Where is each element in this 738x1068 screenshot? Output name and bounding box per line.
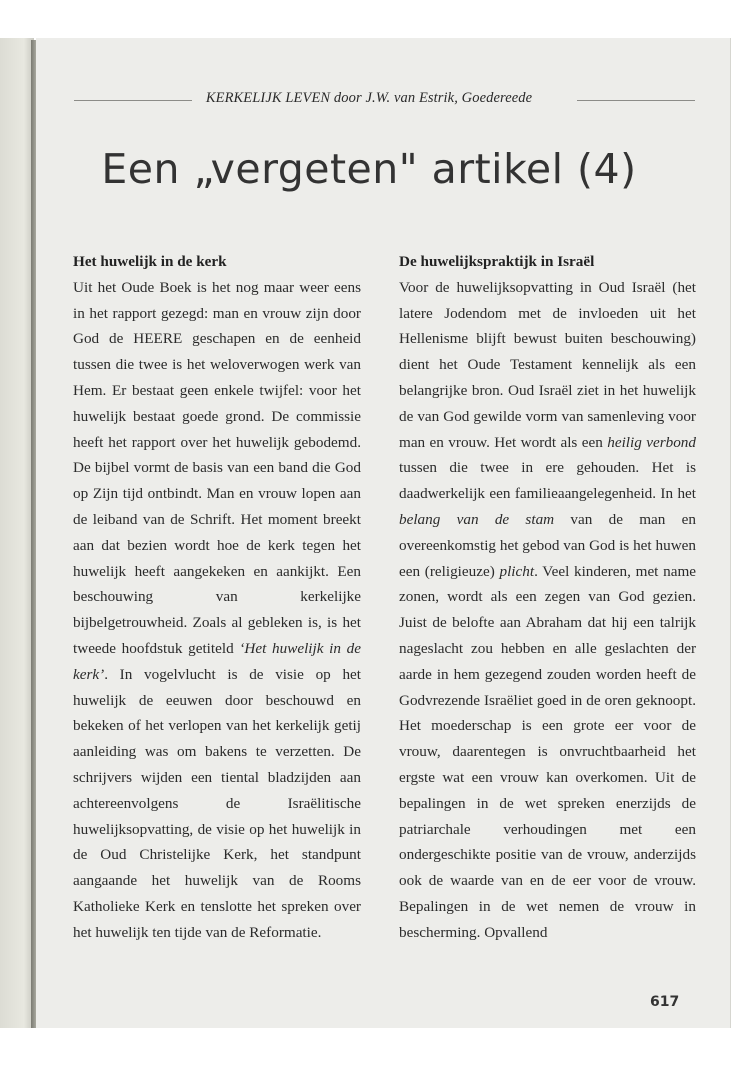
right-body-text-2: tussen die twee in ere gehouden. Het is daadwerkelijk een familieaangelegenheid. In het bbox=[399, 459, 696, 503]
page-number: 617 bbox=[650, 994, 680, 1010]
article-title: Een „vergeten" artikel (4) bbox=[101, 145, 637, 193]
left-body-text-2: . In vogelvlucht is de visie op het huwelijk de eeuwen door beschouwd en bekeken of het verlopen van het kerkelijk getij aanleiding was om bakens te verzetten. De schrijvers wijden een tiental bladzijden aan achtereenvolgens de Israëlitische huwelijksopvatting, de visie op het huwelijk in de Oud Christelijke Kerk, het standpunt aangaande het huwelijk van de Rooms Katholieke Kerk en tenslotte het spreken over het huwelijk ten tijde van de Reformatie. bbox=[73, 665, 361, 941]
right-body-text-3: van de man en overeenkomstig het gebod van God is het huwen een (religieuze) bbox=[399, 510, 697, 580]
left-body-quote: ‘Het huwelijk in de kerk’ bbox=[73, 639, 361, 683]
left-column-heading: Het huwelijk in de kerk bbox=[73, 253, 227, 270]
right-body-text-1: Voor de huwelijksopvatting in Oud Israël (het latere Jodendom met de invloeden uit het Hellenisme blijft bewust buiten beschouwing) dient het Oude Testament kennelijk als een belangrijke bron. Oud Israël ziet in het huwelijk de van God gewilde vorm van samenleving voor man en vrouw. Het wordt als een bbox=[399, 278, 696, 451]
right-column-body bbox=[399, 275, 696, 946]
left-column bbox=[73, 249, 361, 946]
header-section: KERKELIJK LEVEN bbox=[205, 90, 331, 106]
right-body-emphasis-3: plicht bbox=[499, 562, 535, 580]
right-body-emphasis-1: heilig verbond bbox=[607, 433, 696, 451]
right-body-text-4: . Veel kinderen, met name zonen, wordt als een zegen van God gezien. Juist de belofte aan Abraham dat hij een talrijk nageslacht zou hebben en alle geslachten der aarde in hem gezegend zouden worden heeft de Godvrezende Israëliet goed in de oren geknoopt. Het moederschap is een grote eer voor de vrouw, daarentegen is onvruchtbaarheid het ergste wat een vrouw kan overkomen. Uit de bepalingen in de wet spreken enerzijds de patriarchale verhoudingen met een ondergeschikte positie van de vrouw, anderzijds ook de waarde van en de eer voor de vrouw. Bepalingen in de wet nemen de vrouw in bescherming. Opvallend bbox=[399, 562, 697, 941]
right-column-heading: De huwelijkspraktijk in Israël bbox=[399, 253, 595, 270]
left-column-body bbox=[73, 275, 361, 946]
running-header bbox=[0, 90, 738, 107]
right-column bbox=[399, 249, 696, 946]
right-body-emphasis-2: belang van de stam bbox=[399, 510, 555, 528]
left-body-text-1: Uit het Oude Boek is het nog maar weer eens in het rapport gezegd: man en vrouw zijn door God de HEERE geschapen en de eenheid tussen die twee is het weloverwogen werk van Hem. Er bestaat geen enkele twijfel: voor het huwelijk bestaat goede grond. De commissie heeft het rapport over het huwelijk gebodemd. De bijbel vormt de basis van een band die God op Zijn tijd ontbindt. Man en vrouw lopen aan de leiband van de Schrift. Het moment breekt aan dat bezien wordt hoe de kerk tegen het huwelijk heeft aangekeken en aankijkt. Een beschouwing van kerkelijke bijbelgetrouwheid. Zoals al gebleken is, is het tweede hoofdstuk getiteld bbox=[73, 278, 361, 657]
header-author: door J.W. van Estrik, Goedereede bbox=[330, 90, 533, 106]
header-rule-right bbox=[577, 100, 695, 101]
